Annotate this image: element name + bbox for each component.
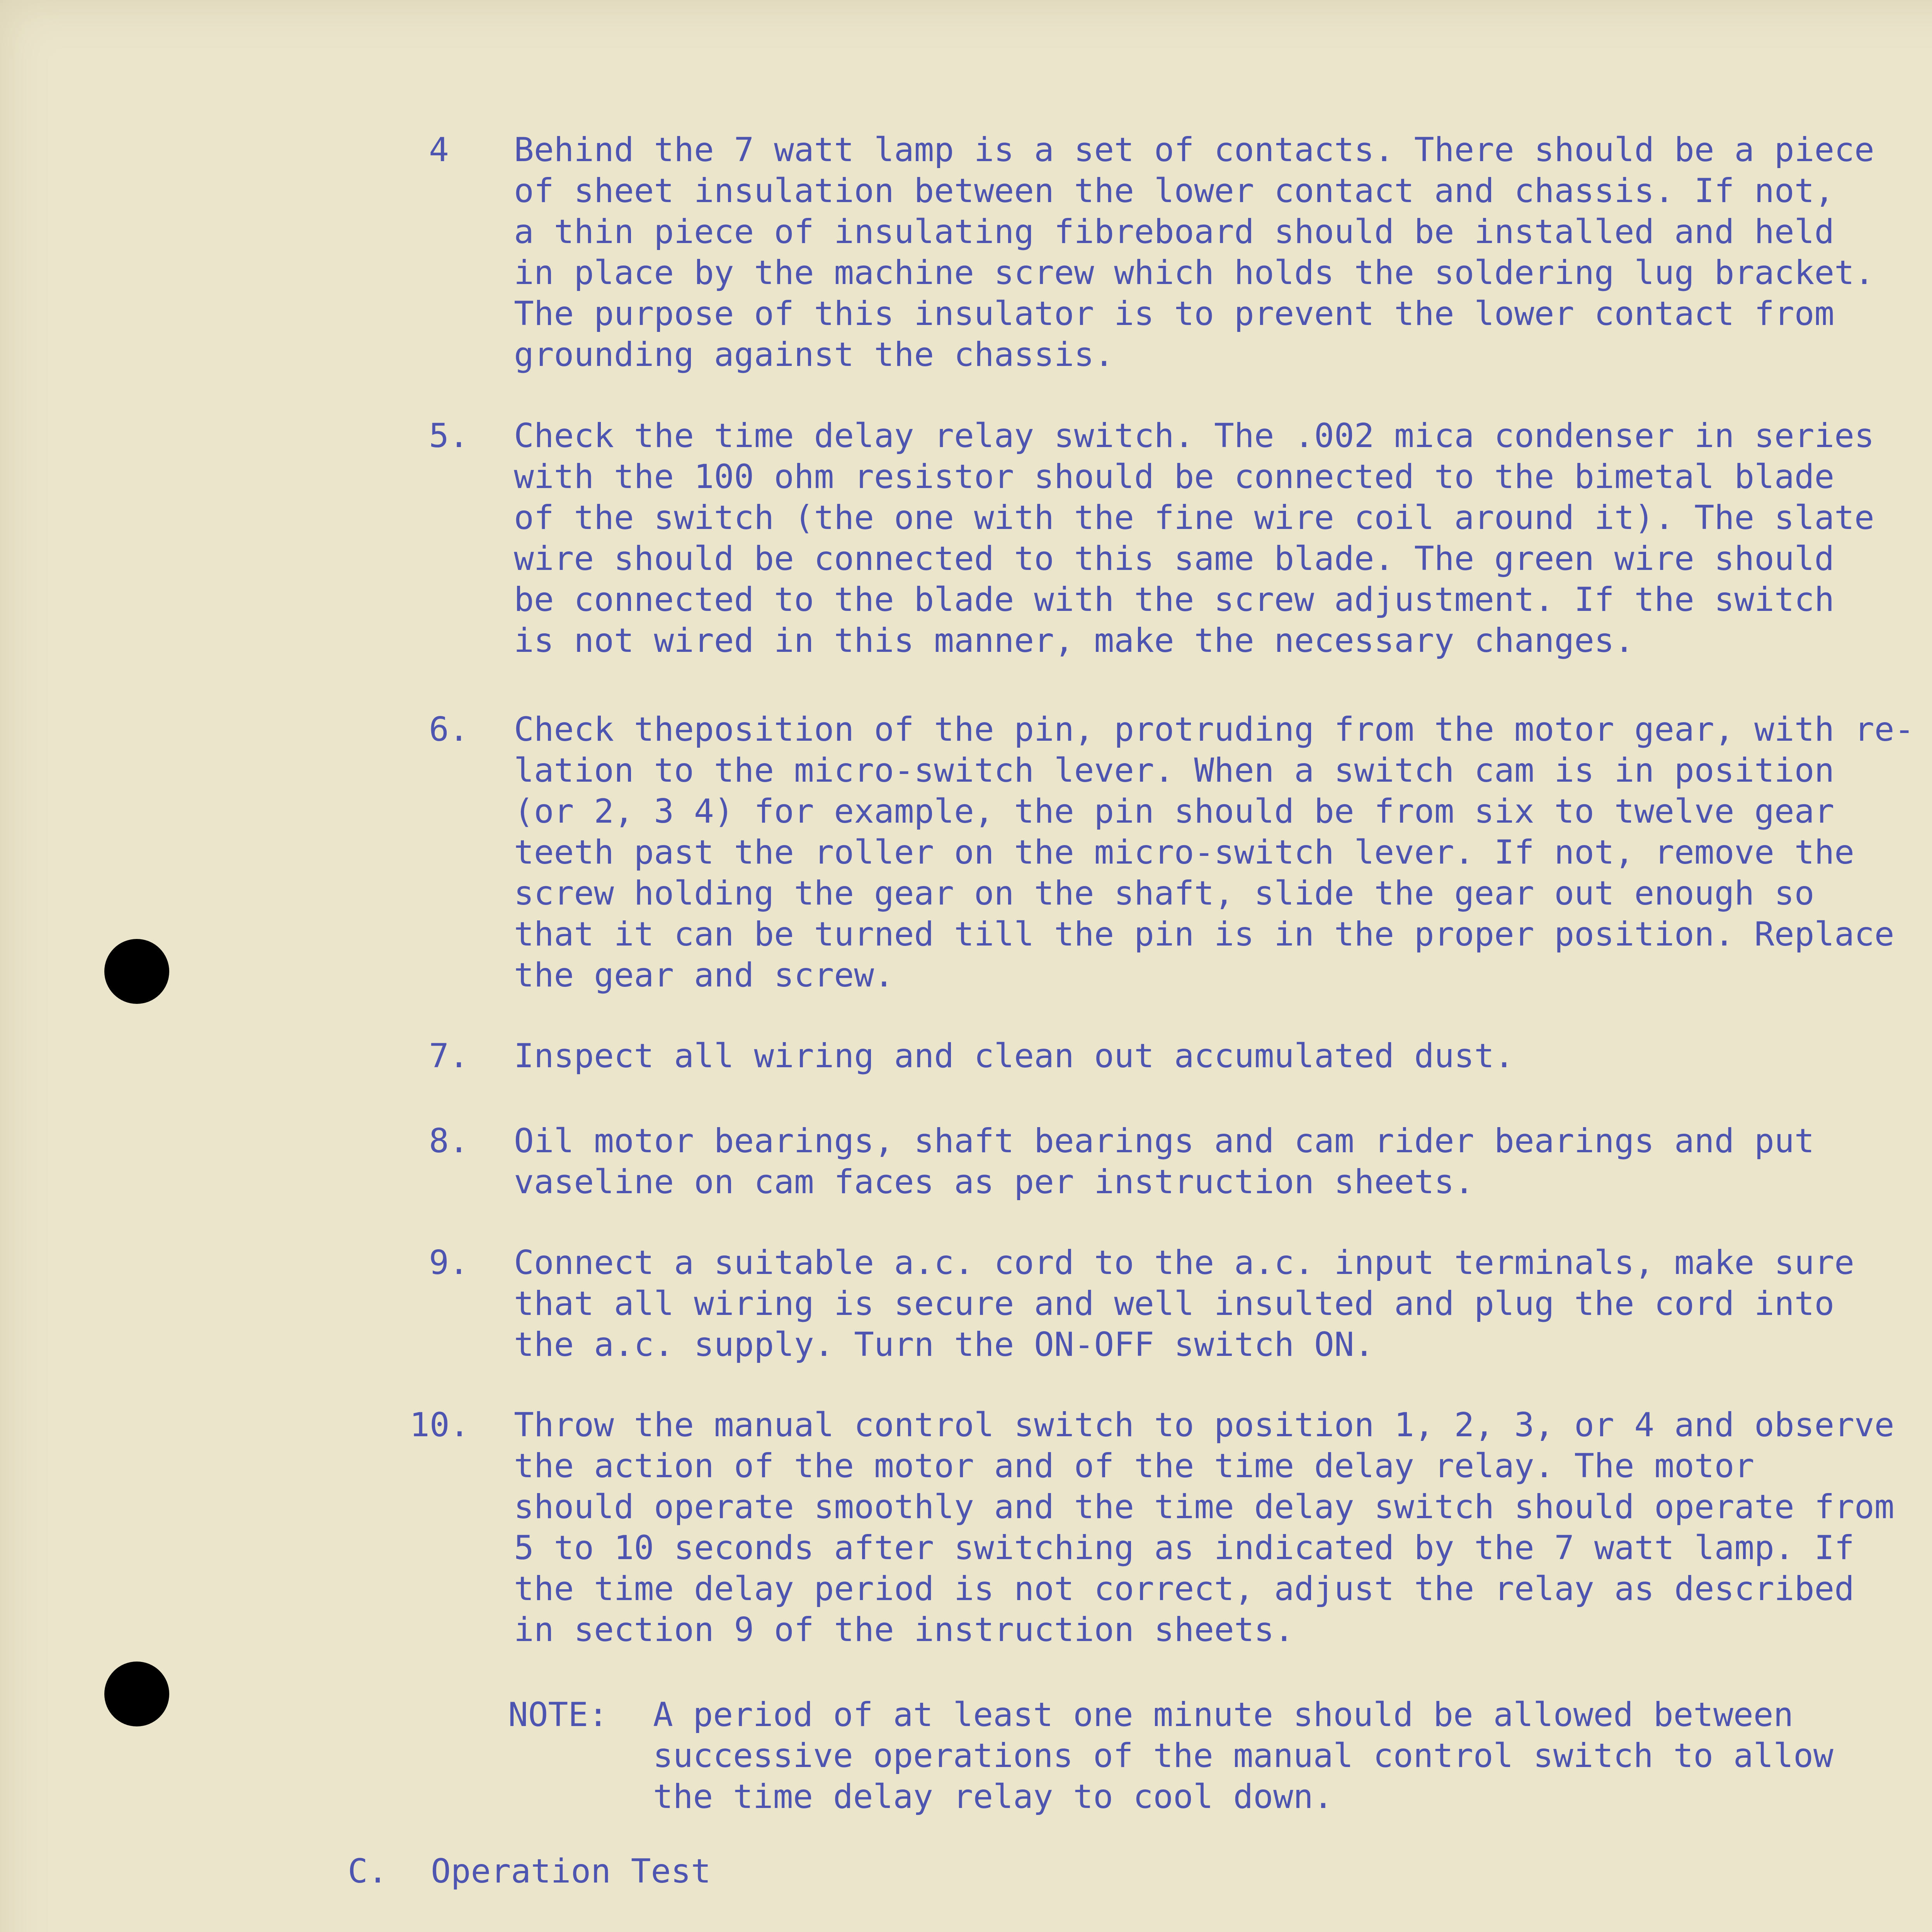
text-line: Inspect all wiring and clean out accumulated dust.	[514, 1037, 1514, 1075]
item-paragraph	[514, 415, 1874, 661]
text-line: teeth past the roller on the micro-switch lever. If not, remove the	[514, 833, 1855, 872]
text-line: be connected to the blade with the screw adjustment. If the switch	[514, 580, 1835, 619]
item-number: 8.	[429, 1122, 469, 1160]
text-line: that all wiring is secure and well insulted and plug the cord into	[514, 1284, 1835, 1323]
text-line: that it can be turned till the pin is in the proper position. Replace	[514, 915, 1895, 954]
text-line: is not wired in this manner, make the necessary changes.	[514, 621, 1634, 660]
punch-hole-lower	[104, 1662, 169, 1726]
text-line: the gear and screw.	[514, 956, 894, 995]
item-paragraph	[514, 1405, 1895, 1650]
text-line: a thin piece of insulating fibreboard should be installed and held	[514, 213, 1835, 251]
item-number: 10.	[410, 1406, 470, 1444]
text-line: the time delay relay to cool down.	[653, 1777, 1333, 1816]
text-line: Check the time delay relay switch. The .002 mica condenser in series	[514, 417, 1874, 455]
text-line: lation to the micro-switch lever. When a switch cam is in position	[514, 751, 1835, 790]
item-paragraph	[514, 1036, 1514, 1077]
section-heading: Operation Test	[431, 1852, 711, 1891]
item-paragraph	[514, 129, 1874, 375]
text-line: Behind the 7 watt lamp is a set of contacts. There should be a piece	[514, 131, 1874, 169]
text-line: the time delay period is not correct, adjust the relay as described	[514, 1570, 1855, 1608]
item-number: 9.	[429, 1243, 469, 1282]
text-line: the a.c. supply. Turn the ON-OFF switch ON.	[514, 1325, 1374, 1364]
text-line: A period of at least one minute should be allowed between	[653, 1696, 1794, 1734]
text-line: successive operations of the manual control switch to allow	[653, 1736, 1833, 1775]
text-line: of the switch (the one with the fine wire coil around it). The slate	[514, 498, 1874, 537]
text-line: grounding against the chassis.	[514, 335, 1114, 374]
text-line: Throw the manual control switch to position 1, 2, 3, or 4 and observe	[514, 1406, 1895, 1444]
note-paragraph	[653, 1694, 1833, 1817]
text-line: Check theposition of the pin, protruding from the motor gear, with re-	[514, 710, 1915, 749]
item-paragraph	[514, 709, 1914, 996]
text-line: screw holding the gear on the shaft, slide the gear out enough so	[514, 874, 1815, 913]
item-number: 4	[429, 131, 449, 169]
text-line: in section 9 of the instruction sheets.	[514, 1611, 1294, 1649]
text-line: in place by the machine screw which holds the soldering lug bracket.	[514, 253, 1874, 292]
punch-hole-upper	[104, 939, 169, 1004]
item-number: 6.	[429, 710, 469, 749]
item-paragraph	[514, 1121, 1814, 1202]
text-line: The purpose of this insulator is to prevent the lower contact from	[514, 294, 1835, 333]
item-number: 7.	[429, 1037, 469, 1075]
item-number: 5.	[429, 417, 469, 455]
text-line: 5 to 10 seconds after switching as indicated by the 7 watt lamp. If	[514, 1529, 1855, 1567]
text-line: with the 100 ohm resistor should be connected to the bimetal blade	[514, 457, 1835, 496]
section-letter: C.	[348, 1852, 388, 1891]
text-line: of sheet insulation between the lower contact and chassis. If not,	[514, 172, 1835, 210]
text-line: Oil motor bearings, shaft bearings and cam rider bearings and put	[514, 1122, 1815, 1160]
item-paragraph	[514, 1242, 1854, 1365]
text-line: should operate smoothly and the time delay switch should operate from	[514, 1488, 1895, 1526]
text-line: (or 2, 3 4) for example, the pin should be from six to twelve gear	[514, 792, 1835, 831]
text-line: Connect a suitable a.c. cord to the a.c. input terminals, make sure	[514, 1243, 1855, 1282]
text-line: wire should be connected to this same blade. The green wire should	[514, 539, 1835, 578]
note-label: NOTE:	[508, 1696, 608, 1734]
text-line: the action of the motor and of the time delay relay. The motor	[514, 1447, 1755, 1485]
text-line: vaseline on cam faces as per instruction sheets.	[514, 1163, 1475, 1201]
